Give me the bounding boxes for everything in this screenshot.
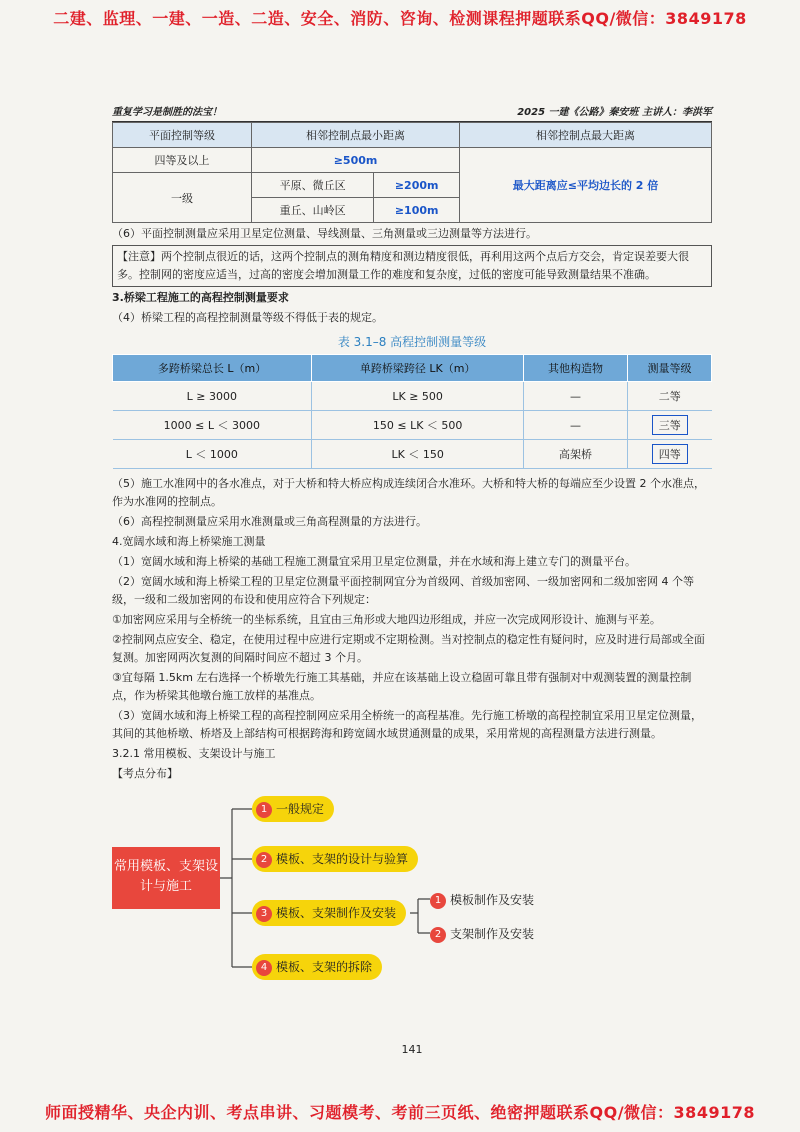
table-cell: 四等及以上 <box>113 148 252 173</box>
table-cell: 150 ≤ LK ＜ 500 <box>312 411 524 440</box>
paragraph: （2）宽阔水域和海上桥梁工程的卫星定位测量平面控制网宜分为首级网、首级加密网、一级加密网和二级加密网 4 个等级，一级和二级加密网的布设和使用应符合下列规定： <box>112 575 694 606</box>
table-cell <box>627 411 711 440</box>
table-header: 相邻控制点最大距离 <box>460 123 712 148</box>
paragraph: （5）施工水准网中的各水准点，对于大桥和特大桥应构成连续闭合水准环。大桥和特大桥的每端应至少设置 2 个水准点，作为水准网的控制点。 <box>112 477 705 508</box>
note-box: 【注意】两个控制点很近的话，这两个控制点的测角精度和测边精度很低，再利用这两个点后方交会，肯定误差要大很多。控制网的密度应适当，过高的密度会增加测量工作的难度和复杂度，过低的密度可能导致测量结果不准确。 <box>112 245 712 287</box>
mind-node-general <box>252 796 334 822</box>
table-header: 其他构造物 <box>524 355 628 382</box>
table-cell: LK ≥ 500 <box>312 382 524 411</box>
node-label: 模板、支架的设计与验算 <box>276 852 409 866</box>
table-cell: LK ＜ 150 <box>312 440 524 469</box>
table-header: 平面控制等级 <box>113 123 252 148</box>
boxed-grade: 四等 <box>652 444 688 464</box>
table-cell: 高架桥 <box>524 440 628 469</box>
paragraph: ②控制网点应安全、稳定，在使用过程中应进行定期或不定期检测。当对控制点的稳定性有疑问时，应及时进行局部或全面复测。加密网两次复测的间隔时间应不超过 3 个月。 <box>112 633 705 664</box>
table-row <box>113 382 712 411</box>
table-cell: 一级 <box>113 173 252 223</box>
table-row <box>113 440 712 469</box>
table-cell: 重丘、山岭区 <box>252 198 374 223</box>
mind-node-fabrication <box>252 900 406 926</box>
paragraph: （1）宽阔水域和海上桥梁的基础工程施工测量宜采用卫星定位测量，并在水域和海上建立专门的测量平台。 <box>112 555 636 568</box>
table-cell: ≥200m <box>374 173 460 198</box>
number-badge: 4 <box>256 960 272 976</box>
paragraph: （6）平面控制测量应采用卫星定位测量、导线测量、三角测量或三边测量等方法进行。 <box>112 227 537 240</box>
table-cell: ≥100m <box>374 198 460 223</box>
number-badge: 1 <box>430 893 446 909</box>
bottom-banner: 师面授精华、央企内训、考点串讲、习题模考、考前三页纸、绝密押题联系QQ/微信：3849178 <box>45 1103 755 1122</box>
running-header <box>112 103 712 122</box>
mind-map <box>112 787 712 987</box>
number-badge: 1 <box>256 802 272 818</box>
document-page <box>112 103 712 1063</box>
section-heading: 3.桥梁工程施工的高程控制测量要求 <box>112 291 289 304</box>
node-label: 一般规定 <box>276 802 325 816</box>
paragraph: ③宜每隔 1.5km 左右选择一个桥墩先行施工其基础，并应在该基础上设立稳固可靠且带有强制对中观测装置的测量控制点，作为桥梁其他墩台施工放样的基准点。 <box>112 671 692 702</box>
mind-leaf-support <box>430 925 534 943</box>
leaf-label: 模板制作及安装 <box>450 893 535 907</box>
table-header: 相邻控制点最小距离 <box>252 123 460 148</box>
paragraph: （3）宽阔水域和海上桥梁工程的高程控制网应采用全桥统一的高程基准。先行施工桥墩的高程控制宜采用卫星定位测量，其间的其他桥墩、桥塔及上部结构可根据跨海和跨宽阔水域贯通测量的成果，采用常规的高程测量方法进行测量。 <box>112 709 702 740</box>
number-badge: 2 <box>430 927 446 943</box>
table-cell: 平原、微丘区 <box>252 173 374 198</box>
table-caption: 表 3.1–8 高程控制测量等级 <box>337 335 487 349</box>
table-cell <box>627 440 711 469</box>
boxed-grade: 三等 <box>652 415 688 435</box>
table-header: 多跨桥梁总长 L（m） <box>113 355 312 382</box>
section-label: 【考点分布】 <box>112 767 178 780</box>
table-cell: ≥500m <box>252 148 460 173</box>
table-cell: L ≥ 3000 <box>113 382 312 411</box>
table-cell: — <box>524 411 628 440</box>
paragraph: （4）桥梁工程的高程控制测量等级不得低于表的规定。 <box>112 311 383 324</box>
header-motto: 重复学习是制胜的法宝！ <box>112 107 222 118</box>
leaf-label: 支架制作及安装 <box>450 927 535 941</box>
mind-map-root: 常用模板、支架设计与施工 <box>112 847 220 909</box>
page-number: 141 <box>401 1043 423 1056</box>
header-course: 2025 一建《公路》秦安班 主讲人：李洪军 <box>517 107 712 118</box>
table-cell: 1000 ≤ L ＜ 3000 <box>113 411 312 440</box>
table-header: 单跨桥梁跨径 LK（m） <box>312 355 524 382</box>
table-cell: 二等 <box>627 382 711 411</box>
number-badge: 3 <box>256 906 272 922</box>
mind-leaf-formwork <box>430 891 534 909</box>
mind-node-removal <box>252 954 382 980</box>
number-badge: 2 <box>256 852 272 868</box>
plane-control-table <box>112 122 712 223</box>
section-heading: 4.宽阔水域和海上桥梁施工测量 <box>112 535 266 548</box>
table-header: 测量等级 <box>627 355 711 382</box>
table-cell: — <box>524 382 628 411</box>
node-label: 模板、支架制作及安装 <box>276 906 397 920</box>
section-heading: 3.2.1 常用模板、支架设计与施工 <box>112 747 276 760</box>
mind-node-design <box>252 846 418 872</box>
top-banner: 二建、监理、一建、一造、二造、安全、消防、咨询、检测课程押题联系QQ/微信：3849178 <box>53 9 747 28</box>
elevation-control-table <box>112 354 712 469</box>
table-cell: 最大距离应≤平均边长的 2 倍 <box>460 148 712 223</box>
table-cell: L ＜ 1000 <box>113 440 312 469</box>
paragraph: ①加密网应采用与全桥统一的坐标系统，且宜由三角形或大地四边形组成，并应一次完成网形设计、施测与平差。 <box>112 613 661 626</box>
node-label: 模板、支架的拆除 <box>276 960 373 974</box>
paragraph: （6）高程控制测量应采用水准测量或三角高程测量的方法进行。 <box>112 515 427 528</box>
table-row <box>113 411 712 440</box>
